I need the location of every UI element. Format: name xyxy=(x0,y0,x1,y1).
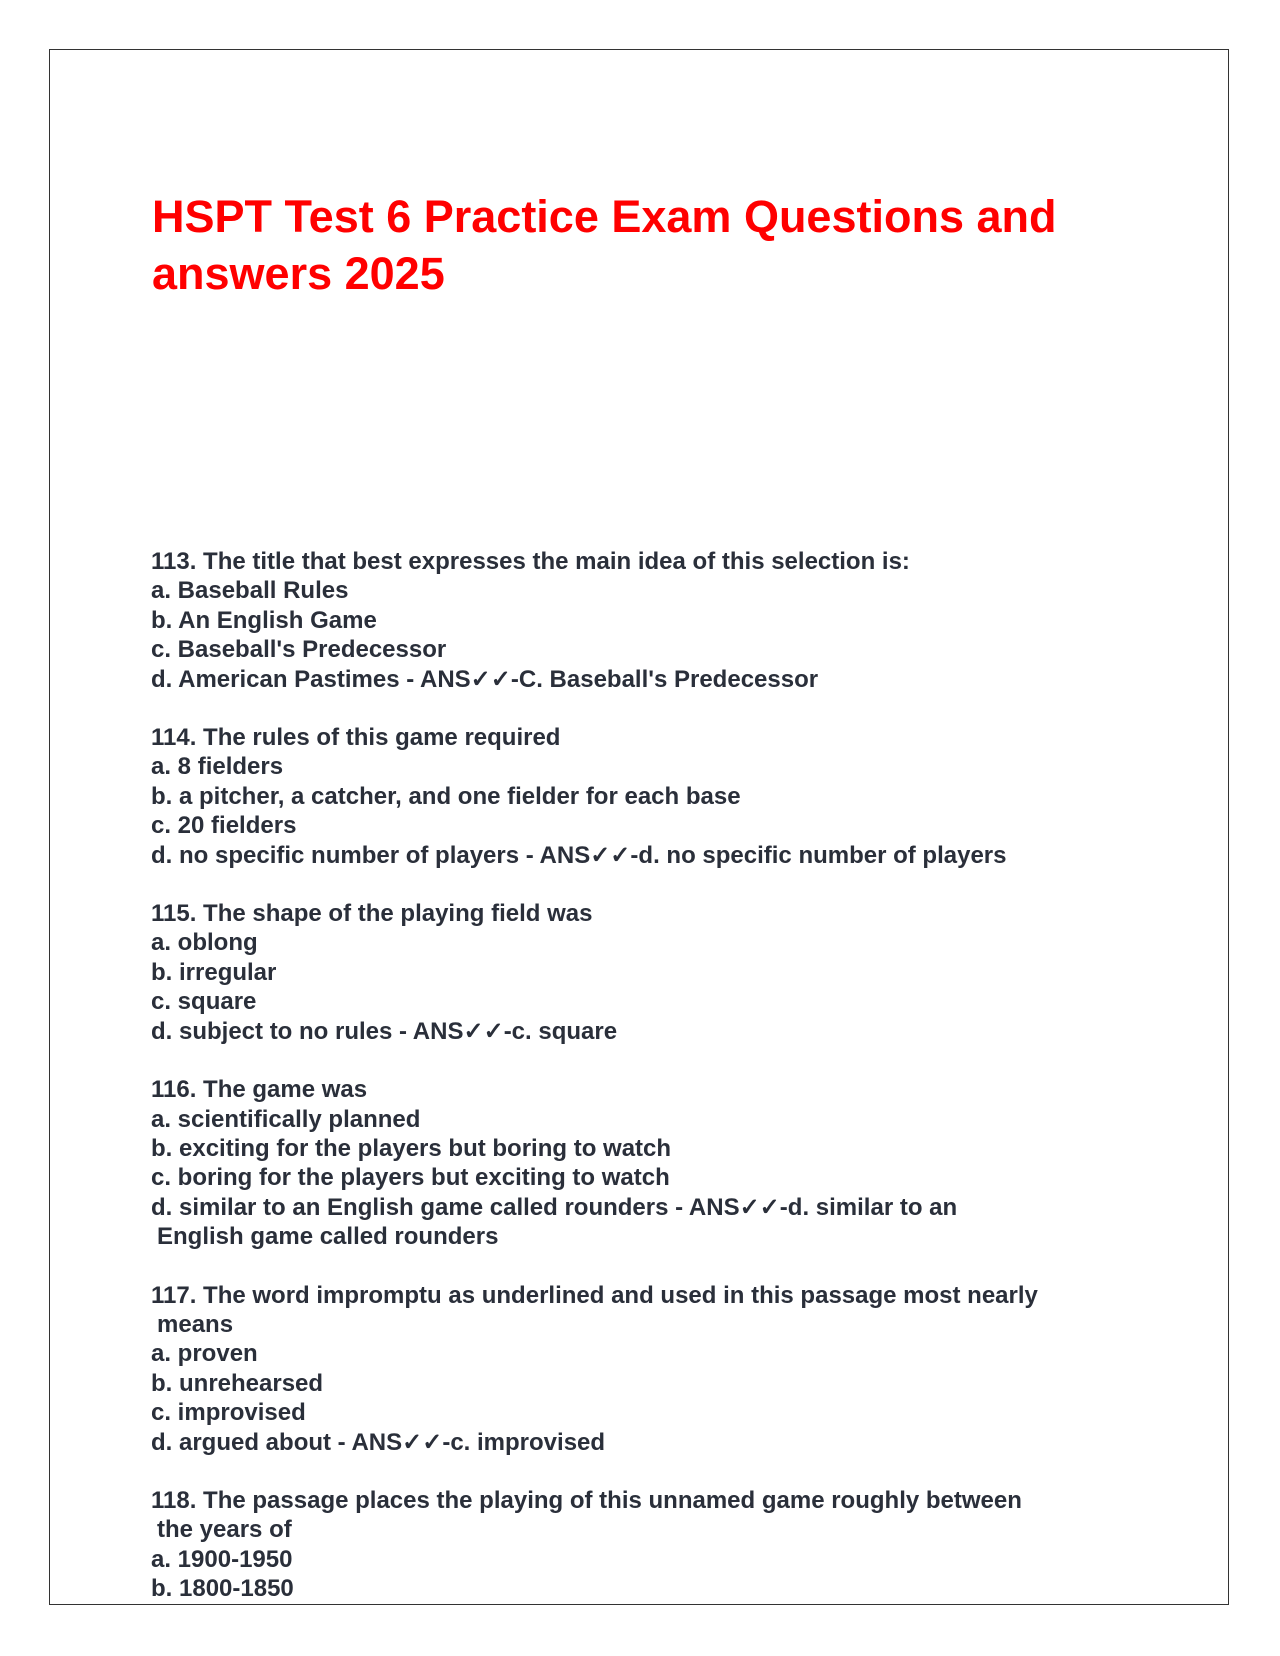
answer-option: b. exciting for the players but boring to watch xyxy=(151,1134,672,1162)
question-114 xyxy=(151,723,1191,870)
question-stem: 115. The shape of the playing field was xyxy=(151,900,593,928)
answer-option: b. a pitcher, a catcher, and one fielder for each base xyxy=(151,782,741,810)
answer-option: b. 1800-1850 xyxy=(151,1575,294,1603)
answer-option-with-key: d. similar to an English game called rounders - ANS✓✓-d. similar to an xyxy=(151,1193,958,1221)
question-stem-continuation: means xyxy=(157,1310,234,1338)
answer-option: a. Baseball Rules xyxy=(151,577,349,605)
question-116 xyxy=(151,1075,1191,1251)
question-stem: 116. The game was xyxy=(151,1076,368,1104)
answer-option: c. boring for the players but exciting to watch xyxy=(151,1164,670,1192)
answer-option: a. proven xyxy=(151,1340,258,1368)
answer-option: c. square xyxy=(151,988,257,1016)
answer-option: c. improvised xyxy=(151,1399,306,1427)
answer-option-with-key: d. subject to no rules - ANS✓✓-c. square xyxy=(151,1017,618,1045)
document-page xyxy=(49,49,1229,1605)
answer-option: c. 20 fielders xyxy=(151,812,297,840)
answer-option: b. irregular xyxy=(151,958,277,986)
answer-option: b. An English Game xyxy=(151,606,377,634)
question-stem: 114. The rules of this game required xyxy=(151,724,561,752)
answer-option: a. scientifically planned xyxy=(151,1105,421,1133)
answer-option: a. 8 fielders xyxy=(151,753,284,781)
answer-option: a. 1900-1950 xyxy=(151,1545,293,1573)
answer-option-with-key: d. argued about - ANS✓✓-c. improvised xyxy=(151,1428,606,1456)
question-stem-continuation: the years of xyxy=(157,1516,292,1544)
answer-option: c. Baseball's Predecessor xyxy=(151,636,447,664)
answer-key-continuation: English game called rounders xyxy=(157,1223,499,1251)
question-stem: 113. The title that best expresses the main idea of this selection is: xyxy=(151,548,910,575)
question-stem: 117. The word impromptu as underlined and used in this passage most nearly xyxy=(151,1281,1038,1309)
question-118 xyxy=(151,1486,1191,1604)
document-title: HSPT Test 6 Practice Exam Questions and answers 2025 xyxy=(152,191,1057,299)
answer-option: b. unrehearsed xyxy=(151,1369,324,1397)
answer-option-with-key: d. American Pastimes - ANS✓✓-C. Baseball's Predecessor xyxy=(151,665,819,693)
answer-option: a. oblong xyxy=(151,929,258,957)
question-113 xyxy=(151,547,1191,694)
question-stem: 118. The passage places the playing of this unnamed game roughly between xyxy=(151,1486,1022,1514)
question-117 xyxy=(151,1281,1191,1457)
question-list xyxy=(151,547,1191,1605)
answer-option-with-key: d. no specific number of players - ANS✓✓-d. no specific number of players xyxy=(151,841,1007,869)
question-115 xyxy=(151,899,1191,1046)
